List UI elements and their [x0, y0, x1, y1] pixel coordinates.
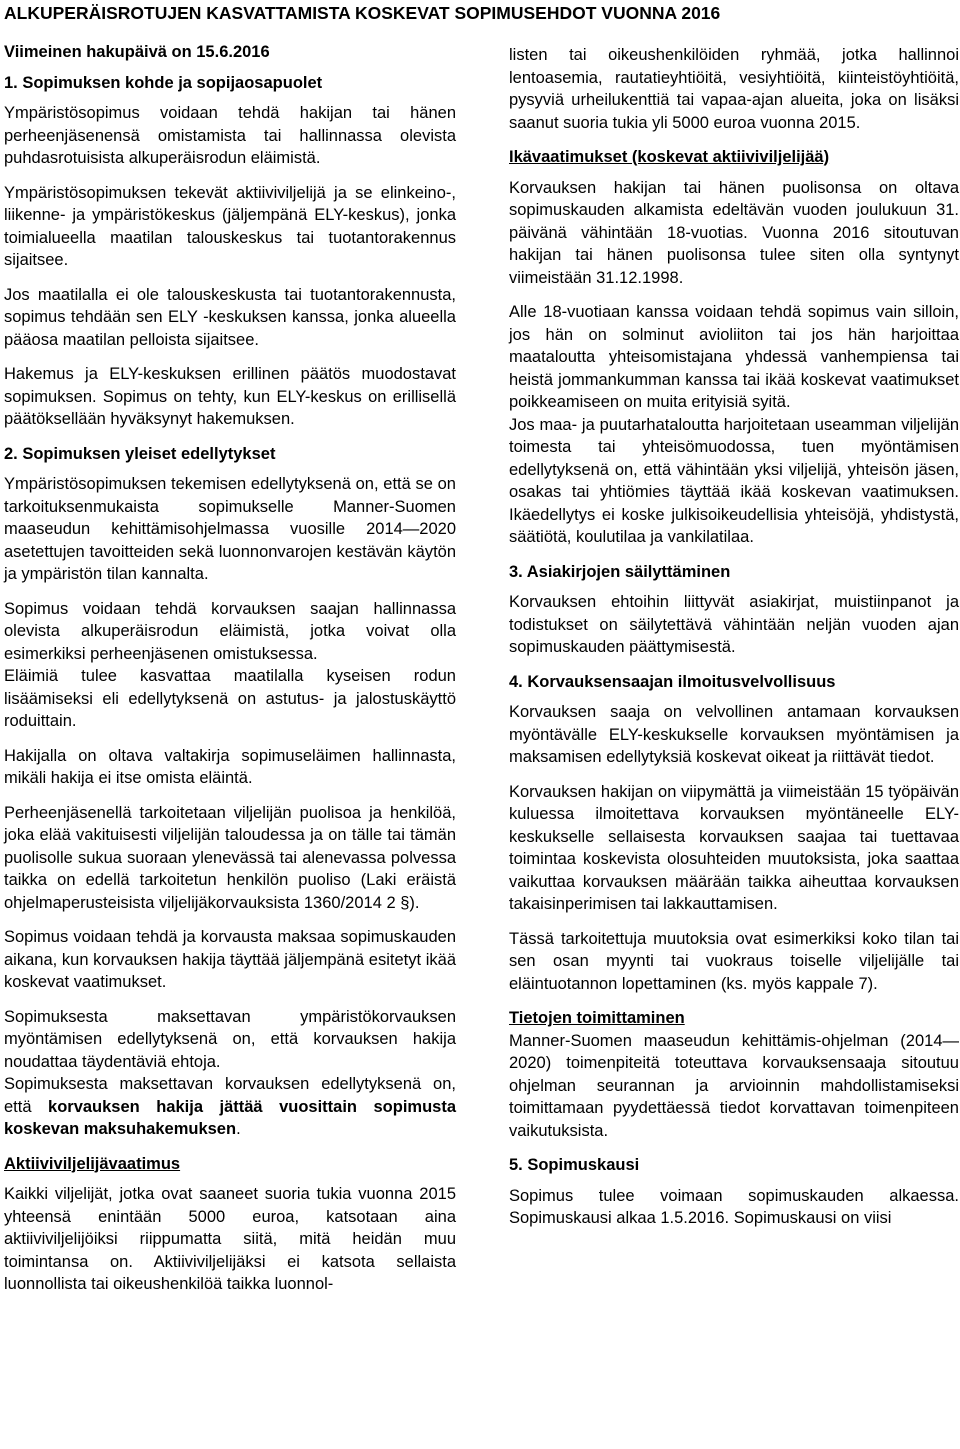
section-2-paragraph — [4, 1073, 456, 1141]
section-4-paragraph: Korvauksen saaja on velvollinen antamaan korvauksen myöntävälle ELY-keskukselle korvauksen myöntämisen ja maksamisen edellytyksiä koskevat oikeat ja riittävät tiedot. — [509, 703, 959, 766]
section-2-paragraph: Eläimiä tulee kasvattaa maatilalla kyseisen rodun lisäämiseksi eli edellytyksenä on astutus- ja jalostuskäyttö roduittain. — [4, 667, 456, 730]
section-5-paragraph: Sopimus tulee voimaan sopimuskauden alkaessa. Sopimuskausi alkaa 1.5.2016. Sopimuskausi on viisi — [509, 1186, 959, 1227]
section-5-heading: 5. Sopimuskausi — [509, 1156, 640, 1174]
right-column — [509, 44, 959, 1230]
section-1-paragraph: Hakemus ja ELY-keskuksen erillinen päätös muodostavat sopimuksen. Sopimus on tehty, kun ELY-keskus on erillisellä päätöksellään hyväksynyt hakemuksen. — [4, 365, 456, 428]
ikavaatimukset-paragraph: Korvauksen hakijan tai hänen puolisonsa on oltava sopimuskauden alkamista edeltävän vuoden joulukuun 31. päivänä vähintään 18-vuotias. Vuonna 2016 sitoutuvan hakijan tai hänen puolisonsa tulee siten olla syntynyt viimeistään 31.12.1998. — [509, 178, 959, 287]
section-4-paragraph: Tässä tarkoitettuja muutoksia ovat esimerkiksi koko tilan tai sen osan myynti tai vuokraus toiselle viljelijälle tai eläintuotannon lopettaminen (ks. myös kappale 7). — [509, 929, 959, 993]
section-2-paragraph: Sopimus voidaan tehdä korvauksen saajan hallinnassa olevista alkuperäisrodun eläimistä, jotka voivat olla esimerkiksi perheenjäsenen omistuksessa. — [4, 599, 456, 663]
ikavaatimukset-paragraph: Jos maa- ja puutarhataloutta harjoitetaan useamman viljelijän toimesta tai yhteisömuodossa, tuen myöntämisen edellytyksenä on, että vähintään yksi viljelijä, yhteisön jäsen, osakas tai yhtiömies täyttää ikää koskevan vaatimuksen. Ikäedellytys ei koske julkisoikeudellisia yhteisöjä, yhdistystä, säätiötä, koulutilaa ja vankilatilaa. — [509, 415, 959, 546]
continued-paragraph: listen tai oikeushenkilöiden ryhmää, jotka hallinnoi lentoasemia, rautatieyhtiöitä, vesiyhtiöitä, kiinteistöyhtiöitä, pysyviä urheilukenttiä tai vapaa-ajan alueita, joka on lisäksi saanut suoria tukia yli 5000 euroa vuonna 2015. — [509, 46, 959, 132]
section-1-paragraph: Jos maatilalla ei ole talouskeskusta tai tuotantorakennusta, sopimus tehdään sen ELY -keskuksen kanssa, jonka alueella pääosa maatilan pelloista sijaitsee. — [4, 285, 456, 349]
deadline-text: Viimeinen hakupäivä on 15.6.2016 — [4, 43, 270, 61]
text-run: Sopimuksesta maksettavan korvauksen edellytyksenä on, että — [4, 1075, 456, 1116]
aktiiviviljelija-paragraph: Kaikki viljelijät, jotka ovat saaneet suoria tukia vuonna 2015 yhteensä enintään 5000 euroa, katsotaan aina aktiiviviljelijöiksi riippumatta siitä, mitä heidän muu toimintansa on. Aktiiviviljelijäksi ei katsota sellaista luonnollista tai oikeushenkilöä taikka luonnol- — [4, 1185, 456, 1293]
section-2-paragraph: Perheenjäsenellä tarkoitetaan viljelijän puolisoa ja henkilöä, joka elää vakituisesti viljelijän taloudessa ja on tälle tai tämän puolisolle sukua suoraan ylenevässä tai alenevassa polvessa taikka on edellä tarkoitetun henkilön puoliso (Laki eräistä ohjelmaperusteisista viljelijäkorvauksista 1360/2014 2 §). — [4, 803, 456, 912]
section-3-paragraph: Korvauksen ehtoihin liittyvät asiakirjat, muistiinpanot ja todistukset on säilytettävä vähintään neljän vuoden ajan sopimuskauden päättymisestä. — [509, 593, 959, 656]
ikavaatimukset-paragraph: Alle 18-vuotiaan kanssa voidaan tehdä sopimus vain silloin, jos hän on solminut avioliiton tai jos hän harjoittaa maataloutta yhteisomistajana yhdessä vanhempiensa tai heistä jommankumman kanssa tai ikää koskevat vaatimukset poikkeamiseen on muita erityisiä syitä. — [509, 303, 959, 411]
section-2-paragraph: Sopimus voidaan tehdä ja korvausta maksaa sopimuskauden aikana, kun korvauksen hakija täyttää jäljempänä esitetyt ikää koskevat vaatimukset. — [4, 928, 456, 991]
page-title: ALKUPERÄISROTUJEN KASVATTAMISTA KOSKEVAT SOPIMUSEHDOT VUONNA 2016 — [4, 3, 721, 23]
left-column — [4, 41, 456, 1296]
ikavaatimukset-heading: Ikävaatimukset (koskevat aktiiviviljelijää) — [509, 148, 830, 166]
section-1-paragraph: Ympäristösopimuksen tekevät aktiiviviljelijä ja se elinkeino-, liikenne- ja ympäristökeskus (jäljempänä ELY-keskus), jonka toimialueella maatilan talouskeskus tai tuotantorakennus sijaitsee. — [4, 183, 456, 269]
section-2-paragraph: Sopimuksesta maksettavan ympäristökorvauksen myöntämisen edellytyksenä on, että korvauksen hakija noudattaa täydentäviä ehtoja. — [4, 1007, 456, 1071]
section-1-heading: 1. Sopimuksen kohde ja sopijaosapuolet — [4, 73, 323, 92]
section-4-paragraph: Korvauksen hakijan on viipymättä ja viimeistään 15 työpäivän kuluessa ilmoitettava korvauksen myöntäneelle ELY-keskukselle sellaisesta korvauksen saajaa tai tuettavaa toimintaa koskevista olosuhteiden muutoksista, joka saattaa vaikuttaa korvauksen määrään taikka aiheuttaa korvauksen takaisinperimisen tai lakkauttamisen. — [509, 782, 959, 913]
tietojen-toimittaminen-paragraph: Manner-Suomen maaseudun kehittämis-ohjelman (2014—2020) toimenpiteitä toteuttava korvauksensaaja sitoutuu ohjelman seurannan ja arvioinnin mahdollistamiseksi toimittamaan pyydettäessä tiedot korvattavan toimenpiteen vaikutuksista. — [509, 1031, 959, 1140]
section-4-heading: 4. Korvauksensaajan ilmoitusvelvollisuus — [509, 672, 836, 691]
emphasis-text: korvauksen hakija jättää vuosittain sopimusta koskevan maksuhakemuksen — [4, 1097, 457, 1138]
tietojen-toimittaminen-heading: Tietojen toimittaminen — [509, 1009, 685, 1027]
section-2-heading: 2. Sopimuksen yleiset edellytykset — [4, 444, 276, 463]
section-2-paragraph: Ympäristösopimuksen tekemisen edellytyksenä on, että se on tarkoituksenmukaista sopimukselle Manner-Suomen maaseudun kehittämisohjelmassa vuosille 2014—2020 asetettujen tavoitteiden sekä luonnonvarojen kestävän käytön ja ympäristön tilan kannalta. — [4, 475, 456, 583]
section-2-paragraph: Hakijalla on oltava valtakirja sopimuseläimen hallinnasta, mikäli hakija ei itse omista eläintä. — [4, 746, 456, 787]
section-3-heading: 3. Asiakirjojen säilyttäminen — [509, 562, 731, 581]
text-run: . — [236, 1120, 241, 1138]
aktiiviviljelija-heading: Aktiiviviljelijävaatimus — [4, 1154, 181, 1173]
section-1-paragraph: Ympäristösopimus voidaan tehdä hakijan tai hänen perheenjäsenensä omistamista tai hallinnassa olevista puhdasrotuisista alkuperäisrodun eläimistä. — [4, 104, 456, 167]
